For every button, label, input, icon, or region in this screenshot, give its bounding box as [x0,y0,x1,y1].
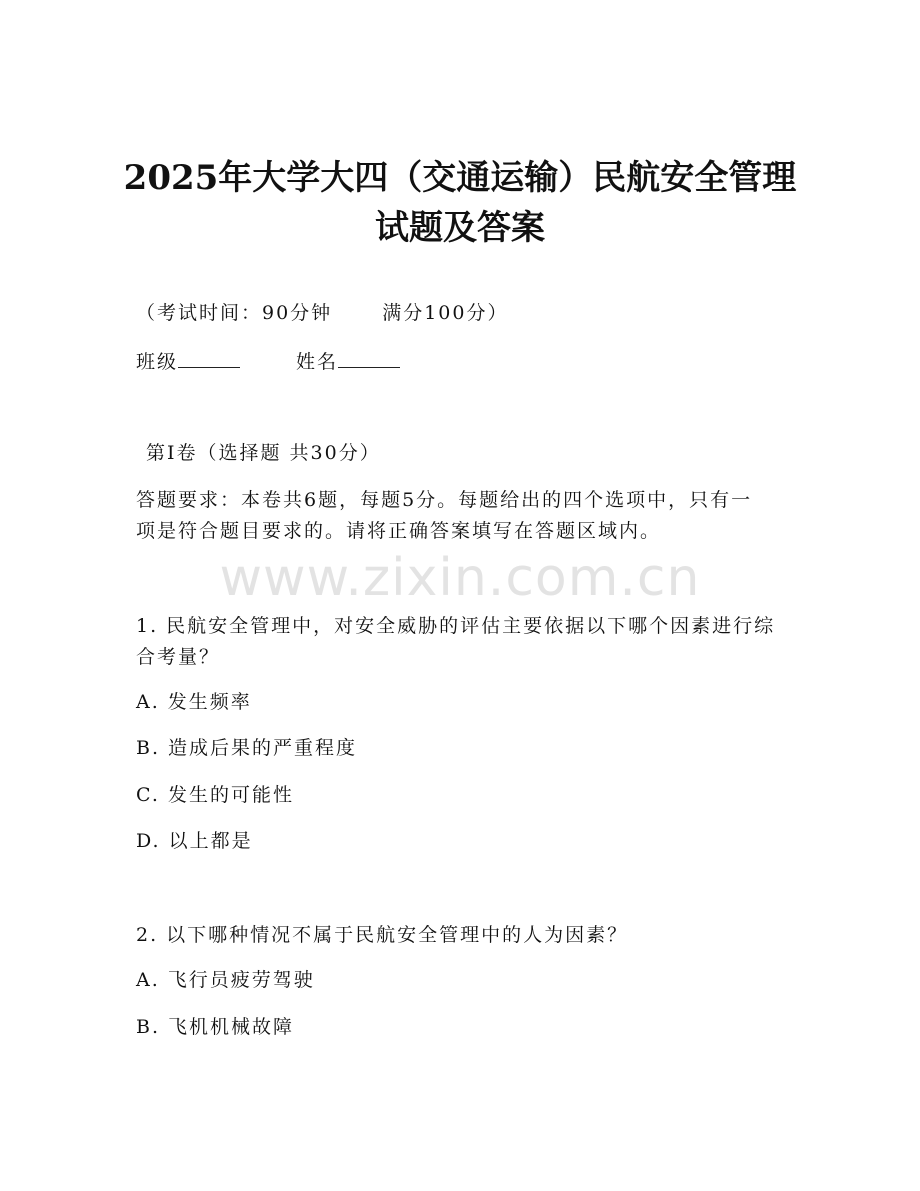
student-info [136,349,400,375]
section-title: 第I卷（选择题 共30分） [146,442,381,464]
instructions-line1: 答题要求：本卷共6题，每题5分。每题给出的四个选项中，只有一 [136,489,753,511]
document-title-line2: 试题及答案 [375,208,545,248]
question-2-option-a: A. 飞行员疲劳驾驶 [136,969,315,991]
exam-info [136,300,508,326]
document-title-line1: 2025年大学大四（交通运输）民航安全管理 [123,158,797,198]
exam-time: （考试时间：90分钟 [136,302,333,324]
exam-full-score: 满分100分） [382,302,509,324]
class-label: 班级 [136,351,179,373]
question-2-option-b: B. 飞机机械故障 [136,1016,295,1038]
instructions-line2: 项是符合题目要求的。请将正确答案填写在答题区域内。 [136,520,662,542]
question-2-stem: 2. 以下哪种情况不属于民航安全管理中的人为因素？ [136,924,629,946]
question-1-option-b: B. 造成后果的严重程度 [136,737,358,759]
class-blank [178,349,240,368]
question-1-option-c: C. 发生的可能性 [136,784,294,806]
name-blank [338,349,400,368]
question-1-option-d: D. 以上都是 [136,830,253,852]
question-1-stem-line1: 1. 民航安全管理中，对安全威胁的评估主要依据以下哪个因素进行综 [136,615,776,637]
question-1-stem-line2: 合考量？ [136,646,221,668]
question-1-option-a: A. 发生频率 [136,691,252,713]
name-label: 姓名 [296,351,339,373]
watermark: www.zixin.com.cn [219,548,701,608]
